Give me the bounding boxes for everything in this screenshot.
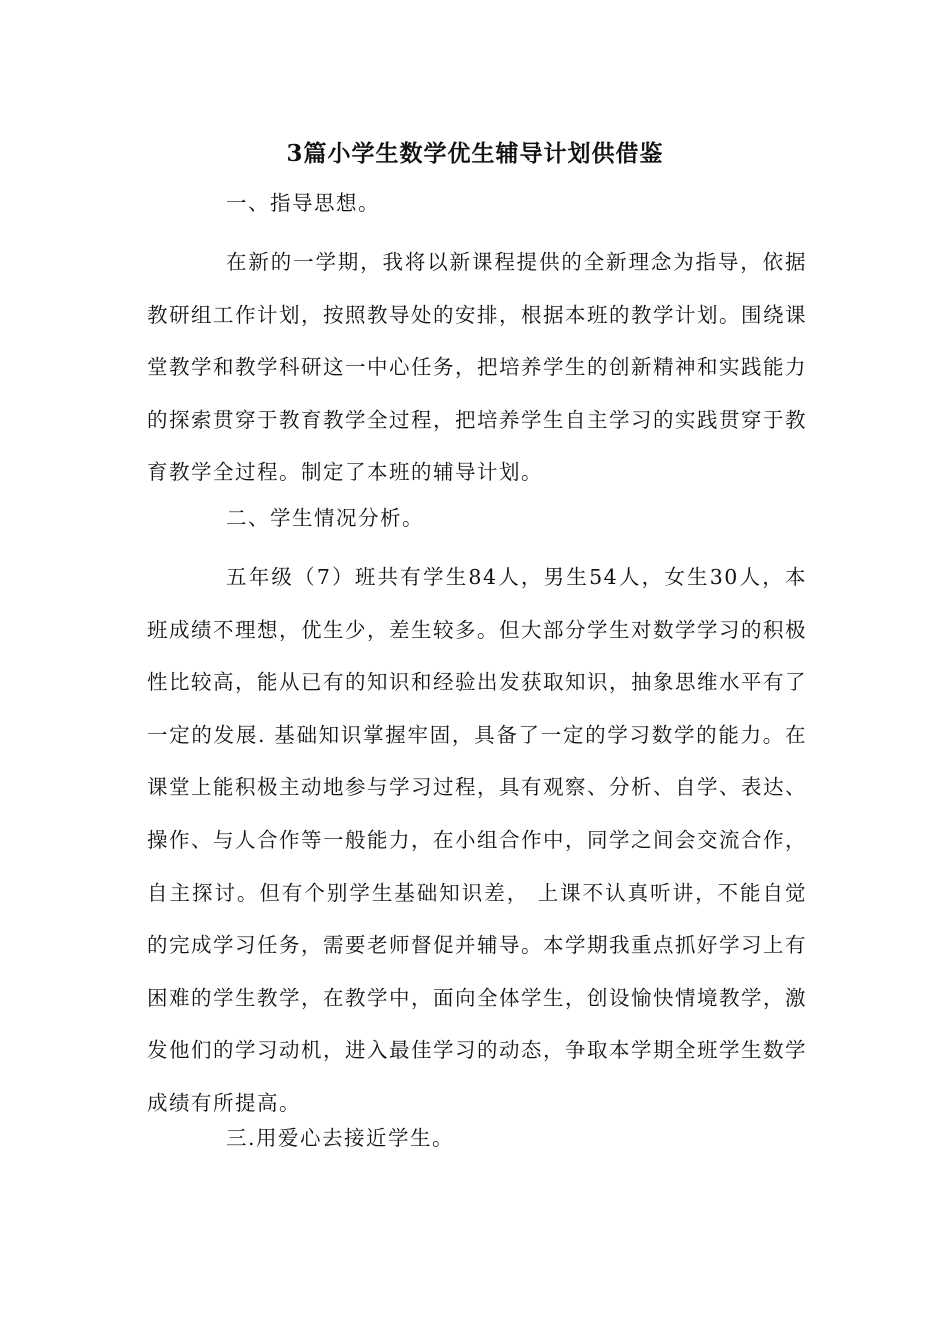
paragraph-guiding-thought: 在新的一学期，我将以新课程提供的全新理念为指导，依据教研组工作计划，按照教导处的安排，根据本班的教学计划。围绕课堂教学和教学科研这一中心任务，把培养学生的创新精神和实践能力的探索贯穿于教育教学全过程，把培养学生自主学习的实践贯穿于教育教学全过程。制定了本班的辅导计划。 xyxy=(147,250,807,485)
section-heading-student-analysis: 二、学生情况分析。 xyxy=(226,506,424,530)
document-title: 3篇小学生数学优生辅导计划供借鉴 xyxy=(286,140,664,167)
paragraph-student-analysis: 五年级（7）班共有学生84人，男生54人，女生30人，本班成绩不理想，优生少，差生较多。但大部分学生对数学学习的积极性比较高，能从已有的知识和经验出发获取知识，抽象思维水平有了一定的发展. 基础知识掌握牢固，具备了一定的学习数学的能力。在课堂上能积极主动地参与学习过程，具有观察、分析、自学、表达、操作、与人合作等一般能力，在小组合作中，同学之间会交流合作，自主探讨。但有个别学生基础知识差， 上课不认真听讲，不能自觉的完成学习任务，需要老师督促并辅导。本学期我重点抓好学习上有困难的学生教学，在教学中，面向全体学生，创设愉快情境教学，激发他们的学习动机，进入最佳学习的动态，争取本学期全班学生数学成绩有所提高。 xyxy=(147,565,807,1115)
section-heading-guiding-thought: 一、指导思想。 xyxy=(226,191,380,215)
section-heading-care-for-students: 三.用爱心去接近学生。 xyxy=(226,1126,455,1150)
